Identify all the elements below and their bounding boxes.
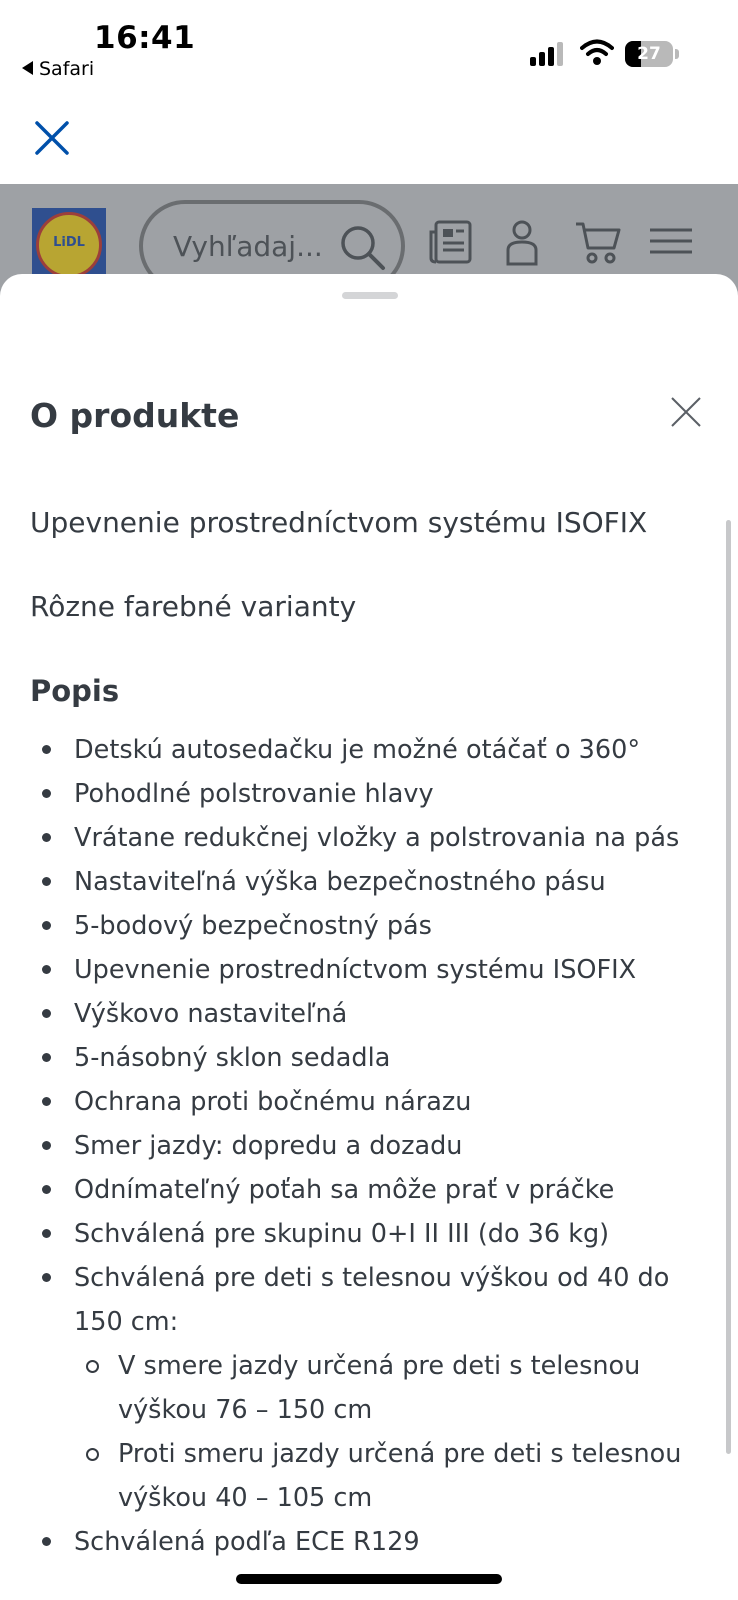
back-triangle-icon [22,61,33,75]
wifi-icon [580,38,614,66]
sub-list-line: Proti smeru jazdy určená pre deti s telesnou [118,1439,682,1469]
sub-list-line: výškou 40 – 105 cm [118,1483,373,1513]
list-item: Vrátane redukčnej vložky a polstrovania na pás [30,816,720,860]
back-to-safari-link[interactable] [22,58,94,80]
sub-list-line: výškou 76 – 150 cm [118,1395,373,1425]
sheet-title: O produkte [30,396,240,435]
signal-icon [530,42,566,66]
feature-line: Rôzne farebné varianty [30,590,357,623]
sub-list-line: V smere jazdy určená pre deti s telesnou [118,1351,641,1381]
close-icon[interactable] [670,396,702,428]
list-item-line: 150 cm: [74,1307,179,1337]
list-item: Detskú autosedačku je možné otáčať o 360° [30,728,720,772]
sub-list-item [74,1432,720,1520]
battery-cap [675,49,679,59]
scrollbar[interactable] [726,520,731,1454]
battery-level: 27 [637,44,661,64]
battery-icon [625,41,673,67]
list-item: Schválená podľa ECE R129 [30,1520,720,1564]
list-item: Výškovo nastaviteľná [30,992,720,1036]
product-info-sheet [0,274,738,1600]
back-app-label: Safari [39,58,95,80]
feature-line: Upevnenie prostredníctvom systému ISOFIX [30,506,648,539]
list-item: 5-násobný sklon sedadla [30,1036,720,1080]
menu-icon[interactable] [648,218,696,266]
sub-list [74,1344,720,1520]
list-item-height [30,1256,720,1520]
status-bar [0,0,738,100]
cart-icon[interactable] [574,218,622,266]
list-item: Ochrana proti bočnému nárazu [30,1080,720,1124]
leaflet-icon[interactable] [428,218,476,266]
status-time: 16:41 [94,20,196,56]
list-item: Schválená pre skupinu 0+I II III (do 36 kg) [30,1212,720,1256]
list-item: Pohodlné polstrovanie hlavy [30,772,720,816]
user-icon[interactable] [498,218,546,266]
lidl-logo[interactable] [32,208,106,282]
list-item: 5-bodový bezpečnostný pás [30,904,720,948]
search-icon[interactable] [339,224,387,272]
sub-list-item [74,1344,720,1432]
list-item: Smer jazdy: dopredu a dozadu [30,1124,720,1168]
sheet-content [30,492,720,1600]
close-icon[interactable] [34,120,70,156]
logo-text: LiDL [53,235,85,250]
section-heading: Popis [30,674,120,708]
list-item: Nastaviteľná výška bezpečnostného pásu [30,860,720,904]
sheet-grabber[interactable] [342,292,398,299]
list-item: Upevnenie prostredníctvom systému ISOFIX [30,948,720,992]
home-indicator[interactable] [236,1574,502,1584]
browser-toolbar [0,100,738,184]
list-item: Odnímateľný poťah sa môže prať v práčke [30,1168,720,1212]
search-placeholder: Vyhľadaj... [173,230,323,263]
description-list [30,728,720,1564]
list-item-line: Schválená pre deti s telesnou výškou od 40 do [74,1263,670,1293]
